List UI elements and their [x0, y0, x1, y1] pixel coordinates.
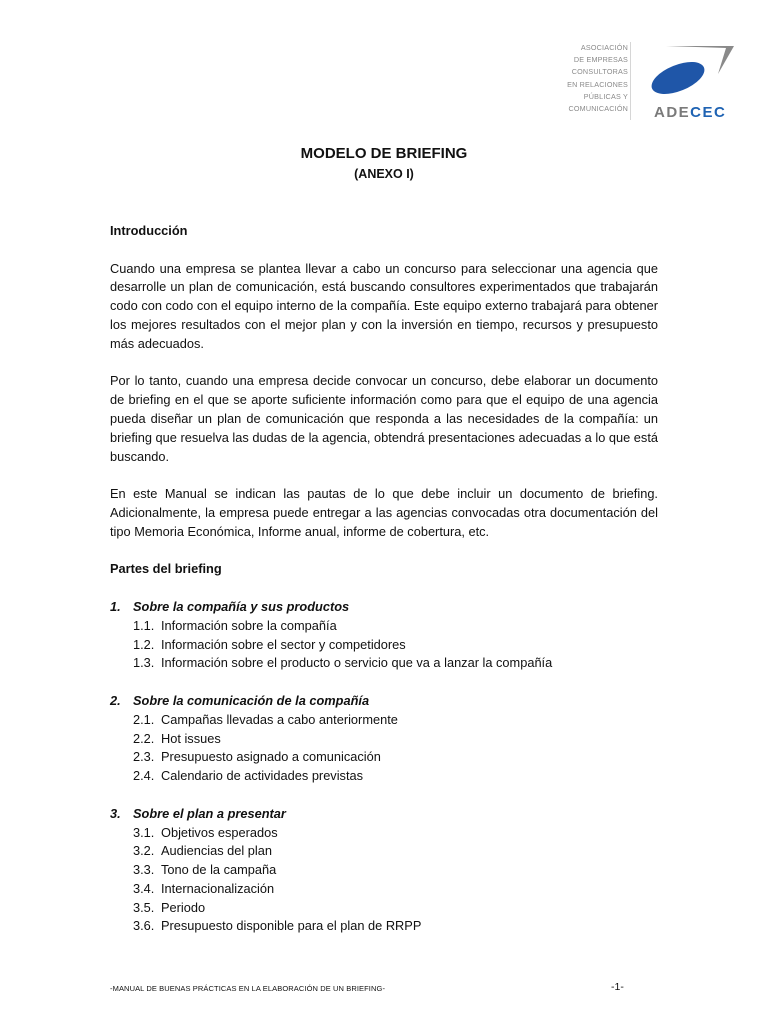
- logo-text-line: CONSULTORAS: [571, 67, 628, 77]
- item-text: Audiencias del plan: [161, 843, 272, 859]
- item-text: Tono de la campaña: [161, 862, 277, 878]
- list-item: [110, 899, 658, 918]
- list-item: [110, 654, 658, 673]
- section-title: [110, 598, 658, 617]
- list-item: [110, 617, 658, 636]
- list-item: [110, 711, 658, 730]
- intro-paragraph: En este Manual se indican las pautas de lo que debe incluir un documento de briefing. Adicionalmente, la empresa puede entregar a las agencias convocadas otra documentación del tipo Memoria Económica, Informe anual, informe de cobertura, etc.: [110, 486, 658, 539]
- item-number: 3.2.: [133, 843, 155, 859]
- list-item: [110, 842, 658, 861]
- item-text: Información sobre el producto o servicio que va a lanzar la compañía: [161, 655, 553, 671]
- logo-text-line: COMUNICACIÓN: [568, 104, 628, 114]
- logo-ellipse: [647, 55, 709, 97]
- logo-divider: [630, 42, 631, 120]
- item-text: Periodo: [161, 899, 206, 915]
- document-subtitle: (ANEXO I): [354, 167, 414, 181]
- list-item: [110, 917, 658, 936]
- list-item: [110, 861, 658, 880]
- item-text: Información sobre el sector y competidores: [161, 636, 406, 652]
- item-text: Campañas llevadas a cabo anteriormente: [161, 711, 398, 727]
- item-number: 3.3.: [133, 862, 155, 878]
- parts-heading: Partes del briefing: [110, 561, 222, 577]
- item-text: Presupuesto asignado a comunicación: [161, 749, 381, 765]
- item-number: 2.4.: [133, 768, 155, 784]
- item-text: Presupuesto disponible para el plan de RRPP: [161, 918, 422, 934]
- adecec-mark-icon: [646, 42, 736, 97]
- logo-association-text: [548, 42, 628, 115]
- item-text: Calendario de actividades previstas: [161, 768, 364, 784]
- section-number: 3.: [110, 805, 121, 821]
- section-title-text: Sobre el plan a presentar: [133, 805, 286, 821]
- logo-text-line: ASOCIACIÓN: [580, 43, 628, 52]
- intro-paragraph: Cuando una empresa se plantea llevar a cabo un concurso para seleccionar una agencia que desarrolle un plan de comunicación, está buscando consultores experimentados que trabajarán codo con codo con el equipo interno de la compañía. Este equipo externo trabajará para obtener los mejores resultados con el mejor plan y con la inversión en tiempo, recursos y presupuesto más adecuados.: [110, 260, 658, 351]
- list-item: [110, 880, 658, 899]
- list-item: [110, 748, 658, 767]
- page-number: -1-: [611, 981, 624, 993]
- section-title: [110, 692, 658, 711]
- adecec-logo: [560, 40, 740, 125]
- item-number: 2.2.: [133, 730, 155, 746]
- logo-wordmark: [654, 104, 726, 121]
- logo-word-accent: CEC: [690, 104, 727, 121]
- list-item: [110, 730, 658, 749]
- intro-heading: Introducción: [110, 223, 188, 238]
- item-number: 3.1.: [133, 824, 155, 840]
- item-number: 1.2.: [133, 636, 155, 652]
- section-title-text: Sobre la comunicación de la compañía: [133, 692, 370, 708]
- list-item: [110, 636, 658, 655]
- section-title: [110, 805, 658, 824]
- item-text: Información sobre la compañía: [161, 617, 337, 633]
- item-number: 2.3.: [133, 749, 155, 765]
- document-body: [110, 222, 658, 936]
- logo-text-line: DE EMPRESAS: [573, 55, 628, 65]
- item-number: 1.3.: [133, 655, 155, 671]
- logo-word-prefix: ADE: [654, 104, 691, 121]
- item-text: Internacionalización: [161, 880, 275, 896]
- section-number: 1.: [110, 598, 121, 614]
- item-number: 3.4.: [133, 880, 155, 896]
- item-number: 2.1.: [133, 711, 155, 727]
- item-number: 3.5.: [133, 899, 155, 915]
- section-title-text: Sobre la compañía y sus productos: [133, 598, 350, 614]
- item-number: 1.1.: [133, 617, 155, 633]
- item-number: 3.6.: [133, 918, 155, 934]
- logo-text-line: PÚBLICAS Y: [583, 91, 628, 101]
- logo-text-line: EN RELACIONES: [567, 79, 628, 89]
- page-footer: -MANUAL DE BUENAS PRÁCTICAS EN LA ELABORACIÓN DE UN BRIEFING-: [110, 984, 386, 993]
- list-item: [110, 824, 658, 843]
- intro-paragraph: Por lo tanto, cuando una empresa decide convocar un concurso, debe elaborar un documento de briefing en el que se aporte suficiente información como para que el equipo de una agencia pueda diseñar un plan de comunicación que responda a las necesidades de la compañía: un briefing que resuelva las dudas de la agencia, obtendrá presentaciones adecuadas a lo que está buscando.: [110, 373, 658, 464]
- document-title: MODELO DE BRIEFING: [300, 145, 468, 162]
- item-text: Objetivos esperados: [161, 824, 278, 840]
- item-text: Hot issues: [161, 730, 221, 746]
- list-item: [110, 767, 658, 786]
- section-number: 2.: [110, 692, 121, 708]
